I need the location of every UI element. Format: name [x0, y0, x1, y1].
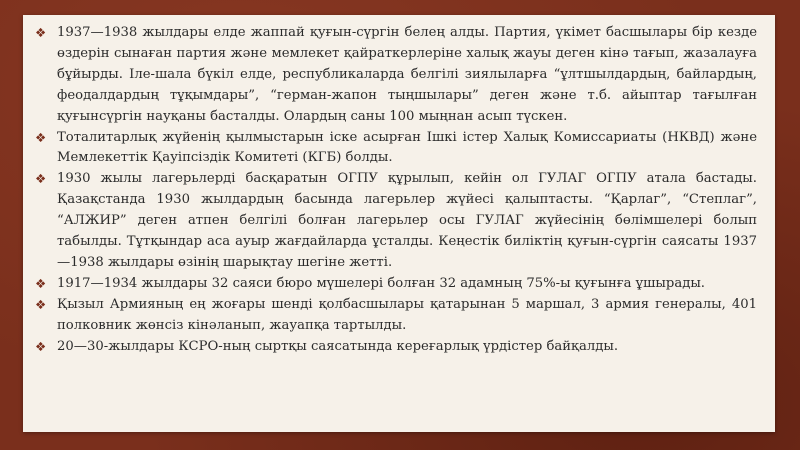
bullet-item-politburo [35, 274, 757, 295]
bullet-item-nkvd-kgb [35, 128, 757, 170]
bullet-item-red-army [35, 295, 757, 337]
diamond-bullet-icon: ❖ [35, 129, 47, 145]
diamond-bullet-icon: ❖ [35, 171, 47, 187]
bullet-list [35, 23, 757, 358]
bullet-text: 1937—1938 жылдары елде жаппай қуғын-сүргін белең алды. Партия, үкімет басшылары бір кезде өздерін сынаған партия және мемлекет қайраткерлеріне халық жауы деген кінә тағып, жазалауға бұйырды. Іле-шала бүкіл елде, республикаларда белгілі зиялыларға “ұлтшылдардың, байлардың, феодалдардың тұқымдары”, “герман-жапон тыңшылары” деген және т.б. айыптар тағылған қуғынсүргін науқаны басталды. Олардың саны 100 мыңнан асып түскен. [57, 25, 757, 124]
diamond-bullet-icon: ❖ [35, 296, 47, 312]
diamond-bullet-icon: ❖ [35, 275, 47, 291]
bullet-text: 1930 жылы лагерьлерді басқаратын ОГПУ құрылып, кейін ол ГУЛАГ ОГПУ атала бастады. Қазақстанда 1930 жылдардың басында лагерьлер жүйесі қалыптасты. “Қарлаг”, “Степлаг”, “АЛЖИР” деген атпен белгілі болған лагерьлер осы ГУЛАГ жүйесінің бөлімшелері болып табылды. Тұтқындар аса ауыр жағдайларда ұсталды. Кеңестік биліктің қуғын-сүргін саясаты 1937—1938 жылдары өзінің шарықтау шегіне жетті. [57, 171, 757, 270]
diamond-bullet-icon: ❖ [35, 25, 47, 40]
bullet-text: 1917—1934 жылдары 32 саяси бюро мүшелері болған 32 адамның 75%-ы қуғынға ұшырады. [57, 275, 706, 291]
bullet-text: Қызыл Армияның ең жоғары шенді қолбасшылары қатарынан 5 маршал, 3 армия генералы, 401 полковник жөнсіз кінәланып, жауапқа тартылды. [57, 296, 757, 333]
bullet-text: 20—30-жылдары КСРО-ның сыртқы саясатында кереғарлық үрдістер байқалды. [57, 338, 619, 354]
diamond-bullet-icon: ❖ [35, 338, 47, 354]
bullet-item-repressions-1937 [35, 23, 757, 128]
bullet-item-gulag-camps [35, 169, 757, 274]
slide-content-panel [23, 15, 775, 432]
bullet-text: Тоталитарлық жүйенің қылмыстарын іске асырған Ішкі істер Халық Комиссариаты (НКВД) және Мемлекеттік Қауіпсіздік Комитеті (КГБ) болды. [57, 129, 757, 166]
bullet-item-foreign-policy [35, 337, 757, 358]
